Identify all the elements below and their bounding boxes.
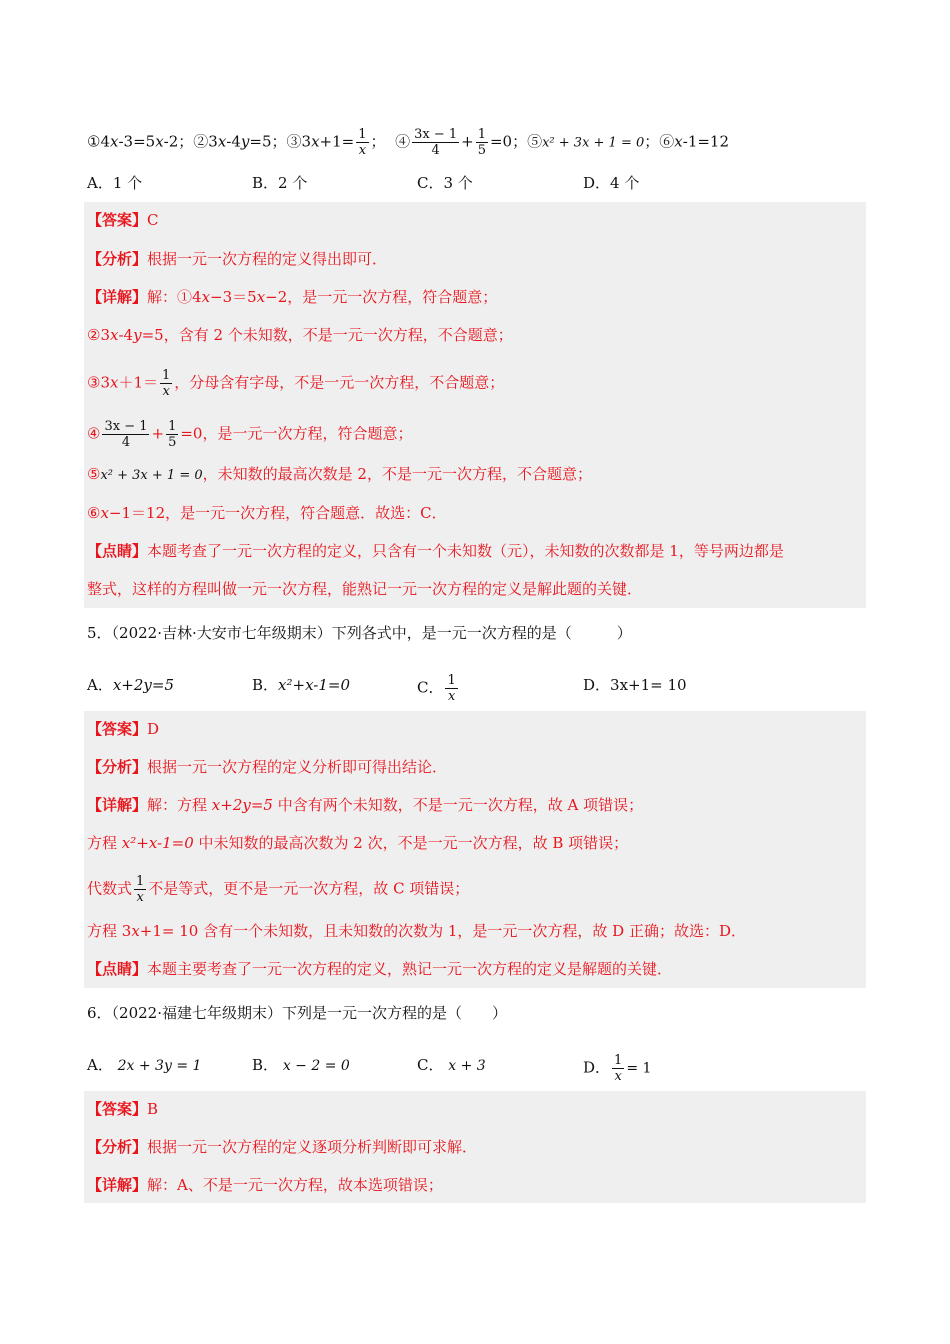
- q4-detail-6: ⑥x−1＝12，是一元一次方程，符合题意．故选：C．: [87, 504, 447, 522]
- q6-stem: 6．（2022·福建七年级期末）下列是一元一次方程的是（ ）: [87, 1004, 507, 1022]
- q6-option-d: D． $\frac{1}{x}$ = 1: [583, 1053, 652, 1084]
- q6-option-b: B． x − 2 = 0: [252, 1056, 350, 1074]
- q4-option-c: C．3 个: [417, 174, 473, 192]
- fraction: $\frac{3x - 1}{4}$: [414, 127, 458, 158]
- q4-option-d: D．4 个: [583, 174, 640, 192]
- q5-detail-2: 方程 x²+x-1=0 中未知数的最高次数为 2 次，不是一元一次方程，故 B 项错误；: [87, 834, 629, 852]
- q6-answer: 【答案】B: [87, 1100, 159, 1118]
- q5-answer: 【答案】D: [87, 720, 160, 738]
- q4-equation-list: ①4x-3=5x-2；②3x-4y=5；③3x+1= $\frac{1}{x}$ ； ④ $\frac{3x - 1}{4}$ + $\frac{1}{5}$ =0；⑤x² + 3x + 1 = 0；⑥x-1=12: [87, 127, 730, 158]
- q5-detail-4: 方程 3x+1= 10 含有一个未知数，且未知数的次数为 1，是一元一次方程，故 D 正确；故选：D．: [87, 922, 746, 940]
- q5-detail-3: 代数式 $\frac{1}{x}$ 不是等式，更不是一元一次方程，故 C 项错误；: [87, 874, 470, 905]
- q6-option-a: A． 2x + 3y = 1: [87, 1056, 202, 1074]
- q4-detail-4: ④ $\frac{3x - 1}{4}$ + $\frac{1}{5}$ =0，是一元一次方程，符合题意；: [87, 419, 413, 450]
- q4-analysis: 【分析】根据一元一次方程的定义得出即可．: [87, 250, 388, 268]
- q6-option-c: C． x + 3: [417, 1056, 486, 1074]
- q5-analysis: 【分析】根据一元一次方程的定义分析即可得出结论．: [87, 758, 448, 776]
- q4-option-a: A．1 个: [87, 174, 143, 192]
- q4-answer: 【答案】C: [87, 211, 159, 229]
- q5-detail-1: 【详解】解：方程 x+2y=5 中含有两个未知数，不是一元一次方程，故 A 项错误；: [87, 796, 644, 814]
- q6-detail: 【详解】解：A、不是一元一次方程，故本选项错误；: [87, 1176, 443, 1194]
- q5-option-a: A．x+2y=5: [87, 676, 175, 694]
- fraction: $\frac{1}{5}$: [477, 127, 486, 158]
- q5-option-b: B．x²+x-1=0: [252, 676, 350, 694]
- q4-comment-1: 【点睛】本题考查了一元一次方程的定义，只含有一个未知数（元），未知数的次数都是 1，等号两边都是: [87, 542, 784, 560]
- q4-detail-5: ⑤x² + 3x + 1 = 0，未知数的最高次数是 2，不是一元一次方程，不合题意；: [87, 465, 592, 483]
- q4-detail-1: 【详解】解：①4x−3＝5x−2，是一元一次方程，符合题意；: [87, 288, 498, 306]
- q5-option-c: C． $\frac{1}{x}$: [417, 673, 456, 704]
- q6-analysis: 【分析】根据一元一次方程的定义逐项分析判断即可求解．: [87, 1138, 478, 1156]
- fraction: $\frac{1}{x}$: [358, 127, 367, 158]
- q4-detail-2: ②3x-4y=5，含有 2 个未知数，不是一元一次方程，不合题意；: [87, 326, 513, 344]
- q5-option-d: D．3x+1= 10: [583, 676, 687, 694]
- q4-comment-2: 整式，这样的方程叫做一元一次方程，能熟记一元一次方程的定义是解此题的关键．: [87, 580, 643, 598]
- q4-detail-3: ③3x＋1＝ $\frac{1}{x}$ ，分母含有字母，不是一元一次方程，不合题意；: [87, 368, 505, 399]
- q5-comment: 【点睛】本题主要考查了一元一次方程的定义，熟记一元一次方程的定义是解题的关键．: [87, 960, 673, 978]
- q4-option-b: B．2 个: [252, 174, 308, 192]
- q5-stem: 5．（2022·吉林·大安市七年级期末）下列各式中，是一元一次方程的是（ ）: [87, 624, 632, 642]
